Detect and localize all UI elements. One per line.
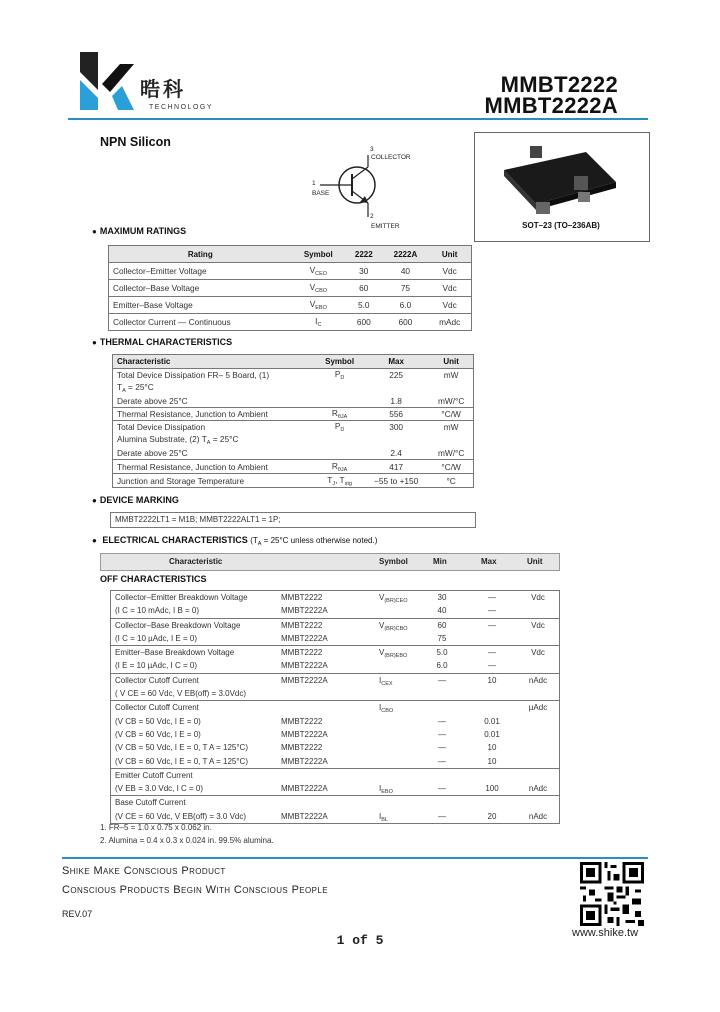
- el-min: 40: [437, 606, 447, 616]
- pin2-label: 2: [370, 213, 374, 220]
- logo-chinese-name: 晧科: [140, 77, 186, 101]
- table-row: [111, 796, 559, 809]
- mr-symbol: $V_{EBO}$: [309, 299, 327, 311]
- el-symbol: $I_{EBO}$: [379, 784, 393, 796]
- table-row: Junction and Storage Temperature $T_J$, $T_{stg}$ −55 to +150 °C: [117, 474, 456, 487]
- el-max: —: [488, 648, 496, 658]
- mr-h-symbol: Symbol: [303, 249, 333, 259]
- el-min: —: [438, 811, 446, 821]
- pin1-label: 1: [312, 180, 316, 187]
- electrical-group: [111, 701, 559, 769]
- el-part-number: MMBT2222A: [281, 729, 328, 739]
- table-row: $T_A = 25^\circ C$: [117, 382, 154, 394]
- device-marking-text: MMBT2222LT1 = M1B; MMBT2222ALT1 = 1P;: [110, 512, 476, 528]
- el-unit: nAdc: [528, 675, 548, 685]
- mr-symbol: $V_{CEO}$: [309, 265, 328, 277]
- el-min: —: [438, 743, 446, 753]
- table-row: [111, 701, 559, 714]
- footer-slogan-1: Shike Make Conscious Product: [62, 865, 226, 877]
- table-row: [109, 263, 472, 280]
- el-characteristic: Collector Cutoff Current: [115, 675, 199, 685]
- el-part-number: MMBT2222A: [281, 784, 328, 794]
- table-row: [111, 810, 559, 823]
- el-min: 60: [437, 620, 447, 630]
- mr-rating: Collector–Base Voltage: [113, 283, 200, 293]
- mr-h-2222: 2222: [354, 249, 373, 259]
- part-number-1: MMBT2222: [500, 72, 618, 97]
- el-characteristic: (I E = 10 µAdc, I C = 0): [115, 661, 197, 671]
- el-part-number: MMBT2222A: [281, 756, 328, 766]
- table-row: Total Device Dissipation $P_D$ 300 mW: [117, 421, 459, 434]
- mr-unit: Vdc: [442, 266, 457, 276]
- mr-h-unit: Unit: [441, 249, 458, 259]
- thermal-title: ● THERMAL CHARACTERISTICS: [92, 337, 232, 347]
- el-part-number: MMBT2222A: [281, 633, 328, 643]
- company-logo: [76, 50, 136, 112]
- el-characteristic: (V EB = 3.0 Vdc, I C = 0): [115, 784, 204, 794]
- electrical-table: [110, 590, 560, 824]
- electrical-header: [100, 553, 560, 571]
- table-row: [111, 728, 559, 741]
- table-row: Thermal Resistance, Junction to Ambient $R_{\theta JA}$ 556 °C/W: [113, 408, 474, 421]
- off-characteristics-title: OFF CHARACTERISTICS: [100, 574, 207, 584]
- table-row: [111, 741, 559, 754]
- el-characteristic: (V CB = 60 Vdc, I E = 0): [115, 729, 201, 739]
- el-characteristic: (V CB = 50 Vdc, I E = 0, T A = 125°C): [115, 743, 248, 753]
- table-row: [111, 646, 559, 659]
- table-row: Total Device Dissipation FR– 5 Board, (1) $P_D$ 225 mW: [117, 369, 459, 382]
- el-unit: Vdc: [531, 648, 545, 658]
- el-h-max: Max: [481, 557, 497, 566]
- pin3-label: 3: [370, 146, 374, 153]
- el-symbol: $I_{CEX}$: [379, 675, 393, 687]
- mr-v2222a: 600: [398, 317, 413, 327]
- el-symbol: $V_{(BR)CEO}$: [379, 593, 408, 604]
- el-characteristic: Emitter–Base Breakdown Voltage: [115, 648, 235, 658]
- el-symbol: $I_{CBO}$: [379, 703, 394, 715]
- el-min: 30: [437, 593, 447, 602]
- el-characteristic: (I C = 10 µAdc, I E = 0): [115, 633, 197, 643]
- el-max: 100: [485, 784, 499, 794]
- table-row: Derate above 25°C 2.4 mW/°C: [113, 447, 474, 460]
- el-h-symbol: Symbol: [379, 557, 408, 566]
- el-characteristic: Base Cutoff Current: [115, 798, 186, 808]
- page-number: 1 of 5: [336, 933, 384, 948]
- th-h-char: Characteristic: [117, 357, 171, 366]
- qr-code-image: [580, 862, 644, 926]
- header-rule: [68, 118, 648, 120]
- el-max: —: [488, 620, 496, 630]
- el-unit: Vdc: [531, 620, 545, 630]
- electrical-group: [111, 591, 559, 619]
- logo-technology: TECHNOLOGY: [149, 104, 214, 111]
- electrical-group: [111, 674, 559, 702]
- el-characteristic: (V CB = 60 Vdc, I E = 0, T A = 125°C): [115, 756, 248, 766]
- el-min: —: [438, 675, 446, 685]
- el-symbol: $I_{BL}$: [379, 811, 388, 823]
- mr-v2222: 5.0: [358, 300, 370, 310]
- mr-unit: Vdc: [442, 300, 457, 310]
- el-max: —: [488, 593, 496, 602]
- el-part-number: MMBT2222: [281, 743, 323, 753]
- table-row: [111, 715, 559, 728]
- el-h-unit: Unit: [527, 557, 543, 566]
- el-min: —: [438, 716, 446, 726]
- el-symbol: $V_{(BR)EBO}$: [379, 648, 408, 660]
- el-characteristic: (V CE = 60 Vdc, V EB(off) = 3.0 Vdc): [115, 811, 247, 821]
- el-max: 0.01: [484, 729, 500, 739]
- table-row: Derate above 25°C 1.8 mW/°C: [113, 395, 474, 408]
- el-h-char: Characteristic: [169, 557, 223, 566]
- table-row: [111, 687, 559, 700]
- footer-slogan-2: Conscious Products Begin With Conscious People: [62, 884, 328, 896]
- table-row: [111, 659, 559, 672]
- mr-v2222a: 75: [400, 283, 411, 293]
- el-min: —: [438, 756, 446, 766]
- note-1: 1. FR–5 = 1.0 x 0.75 x 0.062 in.: [100, 823, 212, 832]
- table-row: [111, 674, 559, 687]
- max-ratings-table: [108, 245, 472, 331]
- table-row: Thermal Resistance, Junction to Ambient $R_{\theta JA}$ 417 °C/W: [113, 460, 474, 474]
- note-2: 2. Alumina = 0.4 x 0.3 x 0.024 in. 99.5% alumina.: [100, 836, 274, 845]
- website-link[interactable]: www.shike.tw: [572, 927, 639, 939]
- table-row: [109, 280, 472, 297]
- footer-rule: [62, 857, 648, 859]
- mr-v2222a: 40: [400, 266, 411, 276]
- collector-label: COLLECTOR: [371, 154, 411, 161]
- el-max: 20: [487, 811, 497, 821]
- electrical-group: [111, 769, 559, 797]
- base-label: BASE: [312, 190, 330, 197]
- el-unit: Vdc: [531, 593, 545, 602]
- mr-rating: Emitter–Base Voltage: [113, 300, 193, 310]
- mr-rating: Collector Current — Continuous: [113, 317, 231, 327]
- el-max: 0.01: [484, 716, 500, 726]
- el-part-number: MMBT2222A: [281, 606, 328, 616]
- mr-symbol: $I_C$: [315, 316, 322, 328]
- th-h-max: Max: [388, 357, 404, 366]
- el-unit: nAdc: [528, 784, 548, 794]
- el-symbol: $V_{(BR)CBO}$: [379, 620, 408, 632]
- el-part-number: MMBT2222A: [281, 811, 328, 821]
- table-row: [109, 297, 472, 314]
- table-row: Alumina Substrate, (2) $T_A = 25^\circ C$: [117, 434, 239, 446]
- el-h-min: Min: [433, 557, 447, 566]
- subtitle: NPN Silicon: [100, 135, 171, 149]
- electrical-group: [111, 619, 559, 647]
- electrical-group: [111, 796, 559, 823]
- mr-rating: Collector–Emitter Voltage: [113, 266, 207, 276]
- thermal-table: [112, 354, 474, 488]
- el-part-number: MMBT2222: [281, 716, 323, 726]
- mr-v2222: 30: [359, 266, 369, 276]
- mr-unit: Vdc: [442, 283, 457, 293]
- mr-h-2222a: 2222A: [393, 249, 418, 259]
- table-row: [111, 769, 559, 782]
- marking-title: ● DEVICE MARKING: [92, 495, 179, 505]
- el-min: 75: [437, 633, 447, 643]
- table-row: [109, 314, 472, 331]
- max-ratings-title: ● MAXIMUM RATINGS: [92, 226, 186, 236]
- mr-v2222a: 6.0: [399, 300, 412, 310]
- el-part-number: MMBT2222A: [281, 675, 328, 685]
- sot23-package-image: [490, 140, 630, 220]
- table-row: [111, 632, 559, 645]
- el-part-number: MMBT2222A: [281, 661, 328, 671]
- el-part-number: MMBT2222: [281, 620, 323, 630]
- el-min: 5.0: [436, 648, 448, 658]
- el-max: 10: [487, 675, 497, 685]
- el-part-number: MMBT2222: [281, 648, 323, 658]
- table-row: [111, 619, 559, 632]
- package-label: SOT–23 (TO–236AB): [522, 221, 600, 230]
- table-row: [111, 591, 559, 604]
- el-characteristic: Collector–Emitter Breakdown Voltage: [115, 593, 248, 602]
- electrical-title: ● ELECTRICAL CHARACTERISTICS ($T_A = 25^\circ C$ unless otherwise noted.): [92, 535, 377, 547]
- el-characteristic: Collector Cutoff Current: [115, 703, 199, 713]
- el-part-number: MMBT2222: [281, 593, 323, 602]
- el-unit: nAdc: [528, 811, 548, 821]
- table-row: [111, 604, 559, 617]
- el-min: —: [438, 784, 446, 794]
- el-characteristic: ( V CE = 60 Vdc, V EB(off) = 3.0Vdc): [115, 689, 247, 699]
- el-max: —: [488, 606, 496, 616]
- el-max: 10: [487, 743, 497, 753]
- el-characteristic: (V CB = 50 Vdc, I E = 0): [115, 716, 201, 726]
- table-row: [111, 755, 559, 768]
- mr-v2222: 60: [359, 283, 369, 293]
- th-h-unit: Unit: [443, 357, 459, 366]
- el-min: —: [438, 729, 446, 739]
- emitter-label: EMITTER: [371, 223, 400, 230]
- table-row: [111, 782, 559, 795]
- el-min: 6.0: [436, 661, 448, 671]
- mr-symbol: $V_{CBO}$: [309, 282, 328, 294]
- revision: REV.07: [62, 909, 93, 919]
- el-max: 10: [487, 756, 497, 766]
- mr-h-rating: Rating: [187, 249, 213, 259]
- el-characteristic: (I C = 10 mAdc, I B = 0): [115, 606, 200, 616]
- part-number-2: MMBT2222A: [484, 93, 618, 118]
- el-max: —: [488, 661, 496, 671]
- electrical-group: [111, 646, 559, 674]
- mr-unit: mAdc: [439, 317, 461, 327]
- th-h-symbol: Symbol: [325, 357, 355, 366]
- mr-v2222: 600: [356, 317, 371, 327]
- el-characteristic: Emitter Cutoff Current: [115, 770, 193, 780]
- el-unit: µAdc: [528, 703, 548, 713]
- el-characteristic: Collector–Base Breakdown Voltage: [115, 620, 241, 630]
